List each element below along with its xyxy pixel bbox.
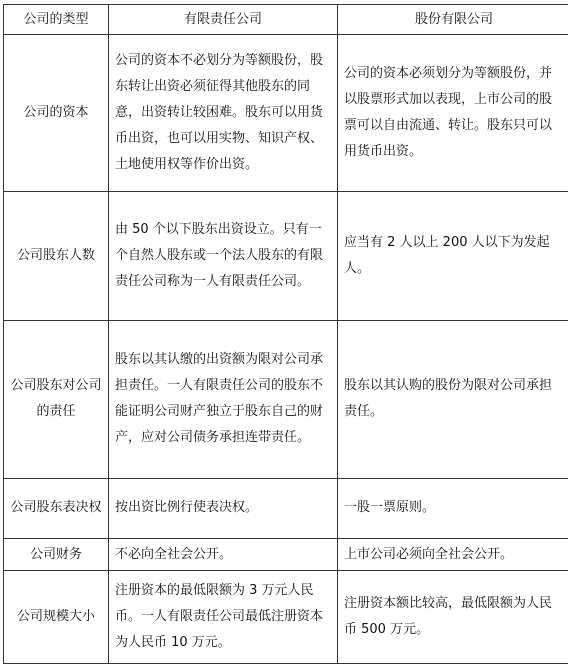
- row-capital: [4, 35, 568, 192]
- row-label: 公司的资本: [4, 35, 109, 192]
- jsc-cell: 一股一票原则。: [338, 478, 568, 538]
- llc-cell: 股东以其认缴的出资额为限对公司承担责任。一人有限责任公司的股东不能证明公司财产独立于股东自己的财产，应对公司债务承担连带责任。: [109, 321, 338, 478]
- jsc-cell: 注册资本额比较高，最低限额为人民币 500 万元。: [338, 571, 568, 664]
- row-finance: [4, 539, 568, 571]
- llc-cell: 注册资本的最低限额为 3 万元人民币。一人有限责任公司最低注册资本为人民币 10 万元。: [109, 571, 338, 664]
- row-label: 公司股东表决权: [4, 478, 109, 538]
- jsc-cell: 上市公司必须向全社会公开。: [338, 539, 568, 571]
- row-shareholder-count: [4, 192, 568, 321]
- comparison-table: [3, 4, 568, 664]
- row-label: 公司股东对公司的责任: [4, 321, 109, 478]
- header-company-type: 公司的类型: [4, 5, 109, 35]
- llc-cell: 不必向全社会公开。: [109, 539, 338, 571]
- row-label: 公司股东人数: [4, 192, 109, 321]
- jsc-cell: 公司的资本必须划分为等额股份，并以股票形式加以表现，上市公司的股票可以自由流通、转让。股东只可以用货币出资。: [338, 35, 568, 192]
- llc-cell: 公司的资本不必划分为等额股份，股东转让出资必须征得其他股东的同意，出资转让较困难。股东可以用货币出资，也可以用实物、知识产权、土地使用权等作价出资。: [109, 35, 338, 192]
- header-row: [4, 5, 568, 35]
- llc-cell: 由 50 个以下股东出资设立。只有一个自然人股东或一个法人股东的有限责任公司称为一人有限责任公司。: [109, 192, 338, 321]
- jsc-cell: 股东以其认购的股份为限对公司承担责任。: [338, 321, 568, 478]
- jsc-cell: 应当有 2 人以上 200 人以下为发起人。: [338, 192, 568, 321]
- header-llc: 有限责任公司: [109, 5, 338, 35]
- llc-cell: 按出资比例行使表决权。: [109, 478, 338, 538]
- row-scale: [4, 571, 568, 664]
- row-label: 公司规模大小: [4, 571, 109, 664]
- header-jsc: 股份有限公司: [338, 5, 568, 35]
- row-liability: [4, 321, 568, 478]
- row-label: 公司财务: [4, 539, 109, 571]
- row-voting: [4, 478, 568, 538]
